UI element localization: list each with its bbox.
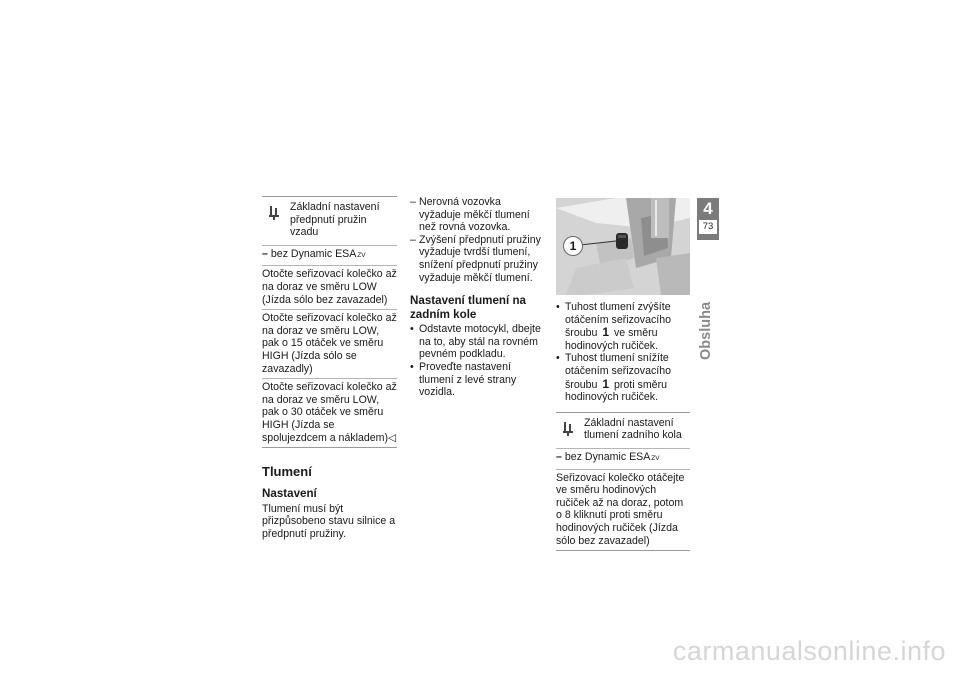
condition-dash: –: [262, 247, 268, 260]
dash-list: [410, 196, 543, 284]
adjust-bullet-list: [556, 301, 690, 404]
section-title-damping: Tlumení: [262, 464, 312, 480]
settings-box-header: [262, 197, 397, 246]
bullet-list: [410, 323, 543, 399]
bullet-text: ve směru hodinových ručiček.: [565, 327, 659, 352]
callout-label-1: 1: [563, 236, 583, 256]
condition-text: bez Dynamic ESA: [270, 247, 357, 260]
setting-row-1: Otočte seřizovací kolečko až na doraz ve směru LOW (Jízda sólo bez zavazadel): [262, 266, 397, 310]
settings-box-title: Základní nastavení předpnutí pružin vzadu: [290, 201, 380, 239]
setting-row-2: Otočte seřizovací kolečko až na doraz ve směru LOW, pak o 15 otáček ve směru HIGH (Jízda sólo se zavazadly): [262, 310, 397, 379]
rear-shock-photo: [556, 198, 690, 295]
chapter-number: 4: [703, 199, 713, 218]
subsection-title-rear-damping: Nastavení tlumení na zadním kole: [410, 294, 526, 321]
screw-reference: 1: [602, 376, 610, 391]
condition-superscript: ZV: [357, 251, 366, 259]
subsection-title-adjustment: Nastavení: [262, 487, 317, 501]
column-right: [556, 198, 690, 551]
rear-damping-settings-box: [556, 412, 690, 551]
settings-box-title: Základní nastavení tlumení zadního kola: [584, 416, 682, 442]
wrench-settings-icon: [262, 201, 290, 239]
condition-row: [262, 246, 397, 267]
bullet-text: proti směru hodinových ručiček.: [565, 378, 667, 404]
dash-item-1: – Nerovná vozovka vyžaduje měkčí tlumení než rovná vozovka.: [410, 196, 543, 234]
condition-superscript: ZV: [651, 454, 660, 462]
setting-row-3: Otočte seřizovací kolečko až na doraz ve směru LOW, pak o 30 otáček ve směru HIGH (Jízda se spolujezdcem a nákladem)◁: [262, 381, 397, 444]
bullet-item-1: • Odstavte motocykl, dbejte na to, aby stál na rovném pevném podkladu.: [410, 323, 543, 361]
chapter-side-title: Obsluha: [698, 301, 714, 360]
column-left: [262, 196, 397, 540]
settings-box-header: [556, 413, 690, 449]
column-middle: [410, 196, 543, 399]
bullet-text: Tuhost tlumení zvýšíte otáčením seřizovacího šroubu: [565, 301, 671, 340]
bullet-text: Tuhost tlumení snížíte otáčením seřizovacího šroubu: [565, 352, 671, 391]
chapter-tab: [697, 198, 719, 240]
page-number: 73: [699, 220, 717, 234]
bullet-increase-damping: [556, 301, 690, 352]
screw-reference: 1: [602, 325, 610, 340]
setting-row-1: Seřizovací kolečko otáčejte ve směru hodinových ručiček až na doraz, potom o 8 kliknutí proti směru hodinových ručiček (Jízda sólo bez zavazadel): [556, 471, 685, 547]
bullet-decrease-damping: [556, 352, 690, 403]
wrench-settings-icon: [556, 417, 584, 442]
bullet-item-2: • Proveďte nastavení tlumení z levé strany vozidla.: [410, 361, 543, 399]
paragraph-damping: Tlumení musí být přizpůsobeno stavu silnice a předpnutí pružiny.: [262, 502, 396, 540]
dash-item-2: – Zvýšení předpnutí pružiny vyžaduje tvrdší tlumení, snížení předpnutí pružiny vyžaduje měkčí tlumení.: [410, 234, 543, 284]
watermark: carmanualsonline.info: [672, 636, 946, 666]
condition-dash: –: [556, 450, 562, 463]
spring-preload-settings-box: [262, 196, 397, 448]
condition-row: [556, 449, 690, 470]
condition-text: bez Dynamic ESA: [564, 450, 651, 463]
